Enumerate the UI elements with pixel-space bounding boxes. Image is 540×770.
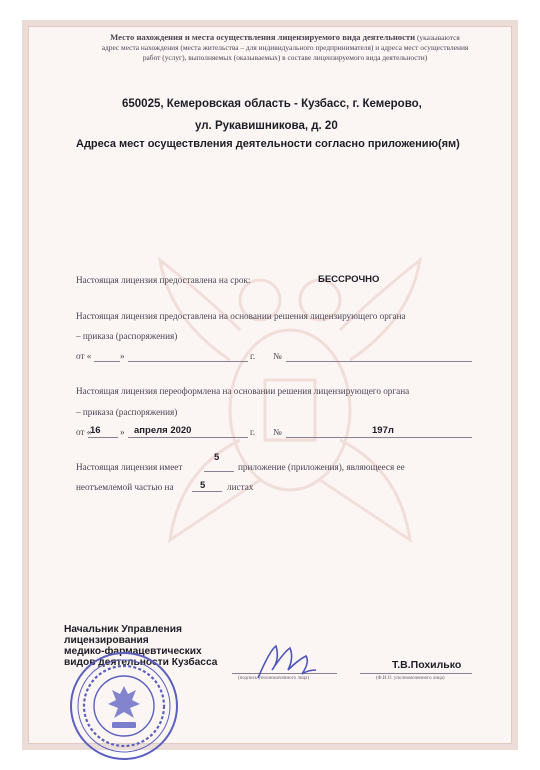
reissue-quote-close: » <box>120 427 125 437</box>
basis-year-label: г. <box>250 351 256 361</box>
basis-month-underline <box>128 361 248 362</box>
address-line-1: 650025, Кемеровская область - Кузбасс, г. Кемерово, <box>122 98 422 110</box>
annex-text-3: неотъемлемой частью на <box>76 482 174 492</box>
basis-quote-close: » <box>120 351 125 361</box>
reissue-from-label: от « <box>76 427 92 437</box>
address-line-2: ул. Рукавишникова, д. 20 <box>195 120 338 132</box>
annex-sheets-underline <box>192 491 222 492</box>
header-note-line2: адрес места нахождения (места жительства – для индивидуального предпринимателя) и адреса мест осуществления <box>101 43 469 52</box>
signer-name-caption: (Ф.И.О. уполномоченного лица) <box>376 676 445 681</box>
reissue-day: 16 <box>90 425 101 436</box>
reissue-number-label: № <box>273 427 282 437</box>
header-note: (указываются <box>416 33 460 42</box>
reissue-month-underline <box>128 437 248 438</box>
reissue-number: 197л <box>372 425 394 436</box>
basis-day-underline <box>94 361 120 362</box>
header-note-line3: работ (услуг), выполняемых (оказываемых) в составе лицензируемого вида деятельности) <box>142 53 428 62</box>
annex-count-underline <box>204 471 234 472</box>
reissue-year-label: г. <box>250 427 256 437</box>
term-label: Настоящая лицензия предоставлена на срок: <box>76 275 251 285</box>
reissue-month-year: апреля 2020 <box>134 425 192 436</box>
position-line-2: лицензирования <box>64 635 149 646</box>
basis-line-1: Настоящая лицензия предоставлена на основании решения лицензирующего органа <box>76 311 406 321</box>
annex-text-1: Настоящая лицензия имеет <box>76 462 183 472</box>
annex-text-4: листах <box>227 482 254 492</box>
reissue-day-underline <box>88 437 118 438</box>
eagle-watermark-icon <box>150 240 430 560</box>
annex-count: 5 <box>214 452 220 463</box>
signature-caption: (подпись уполномоченного лица) <box>238 676 310 681</box>
position-line-3: медико-фармацевтических <box>64 646 202 657</box>
address-line-3: Адреса мест осуществления деятельности согласно приложению(ям) <box>76 138 460 150</box>
basis-line-2: – приказа (распоряжения) <box>76 331 178 341</box>
position-line-4: видов деятельности Кузбасса <box>64 657 218 668</box>
annex-text-2: приложение (приложения), являющееся ее <box>238 462 405 472</box>
reissue-number-underline <box>286 437 472 438</box>
handwritten-signature-icon <box>250 640 320 685</box>
position-line-1: Начальник Управления <box>64 624 182 635</box>
reissue-line-2: – приказа (распоряжения) <box>76 407 178 417</box>
basis-from-label: от « <box>76 351 92 361</box>
reissue-line-1: Настоящая лицензия переоформлена на основании решения лицензирующего органа <box>76 386 410 396</box>
basis-number-underline <box>286 361 472 362</box>
term-value: БЕССРОЧНО <box>318 274 380 285</box>
basis-number-label: № <box>273 351 282 361</box>
signer-name: Т.В.Похилько <box>392 659 462 671</box>
official-seal-icon <box>68 650 180 762</box>
header-title: Место нахождения и места осуществления лицензируемого вида деятельности <box>110 32 416 42</box>
header-block <box>75 32 495 63</box>
signer-name-underline <box>360 673 472 674</box>
annex-sheets: 5 <box>200 480 206 491</box>
